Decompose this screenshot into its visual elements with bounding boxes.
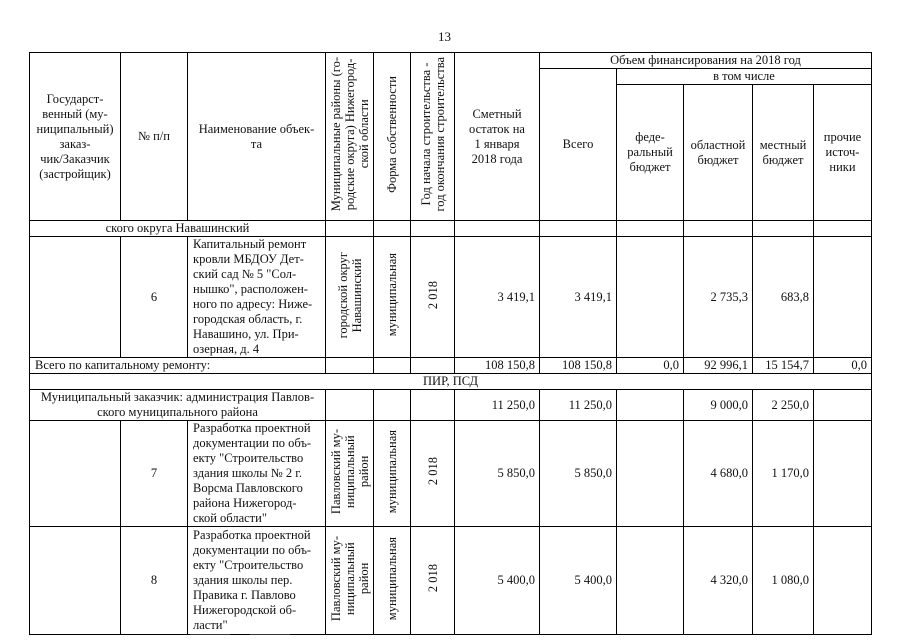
header-including: в том числе xyxy=(617,69,872,85)
header-remaining: Сметный остаток на 1 января 2018 года xyxy=(455,53,540,221)
table-row: 8 Разработка проектной документации по объ- екту "Строительство здания школы пер. Правика г. Павлово Нижегородской об- ласти" Павловский му- ниципальный район муниципальная 2 018 5 400,0 5 400,0 4 320,0 1 080,0 xyxy=(30,527,872,635)
header-regional: областной бюджет xyxy=(684,85,753,221)
header-local: местный бюджет xyxy=(753,85,814,221)
header-funding-group: Объем финансирования на 2018 год xyxy=(540,53,872,69)
page-number: 13 xyxy=(438,29,451,44)
header-municipality: Муниципальные районы (го- родские округа) Нижегород- ской области xyxy=(326,53,374,221)
capital-total-row: Всего по капитальному ремонту: 108 150,8 108 150,8 0,0 92 996,1 15 154,7 0,0 xyxy=(30,358,872,374)
continuation-row: ского округа Навашинский xyxy=(30,221,326,237)
object-name: Разработка проектной документации по объ- екту "Строительство здания школы № 2 г. Ворсма Павловского района Нижегород- ской области" xyxy=(188,421,326,527)
header-federal: феде- ральный бюджет xyxy=(617,85,684,221)
header-object-name: Наименование объек- та xyxy=(188,53,326,221)
table-row: 6 Капитальный ремонт кровли МБДОУ Дет- ский сад № 5 "Сол- нышко", расположен- ного по адресу: Ниже- городская область, г. Навашино, ул. При- озерная, д. 4 городской округ Навашинский муниципальная 2 018 3 419,1 3 419,1 2 735,3 683,8 xyxy=(30,237,872,358)
header-years: Год начала строительства - год окончания строительства xyxy=(411,53,455,221)
funding-table xyxy=(29,52,872,635)
header-number: № п/п xyxy=(121,53,188,221)
object-name: Капитальный ремонт кровли МБДОУ Дет- ский сад № 5 "Сол- нышко", расположен- ного по адресу: Ниже- городская область, г. Навашино, ул. При- озерная, д. 4 xyxy=(188,237,326,358)
header-customer: Государст- венный (му- ниципальный) заказ- чик/Заказчик (застройщик) xyxy=(30,53,121,221)
table-row: 7 Разработка проектной документации по объ- екту "Строительство здания школы № 2 г. Ворсма Павловского района Нижегород- ской области" Павловский му- ниципальный район муниципальная 2 018 5 850,0 5 850,0 4 680,0 1 170,0 xyxy=(30,421,872,527)
scan-artifact-line xyxy=(250,634,290,635)
section-title: ПИР, ПСД xyxy=(30,374,872,390)
object-name: Разработка проектной документации по объ- екту "Строительство здания школы пер. Правика г. Павлово Нижегородской об- ласти" xyxy=(188,527,326,635)
header-total: Всего xyxy=(540,69,617,221)
header-ownership: Форма собственности xyxy=(374,53,411,221)
scan-artifact-line xyxy=(190,634,230,635)
customer-row: Муниципальный заказчик: администрация Павлов- ского муниципального района 11 250,0 11 250,0 9 000,0 2 250,0 xyxy=(30,390,872,421)
header-other: прочие источ- ники xyxy=(814,85,872,221)
